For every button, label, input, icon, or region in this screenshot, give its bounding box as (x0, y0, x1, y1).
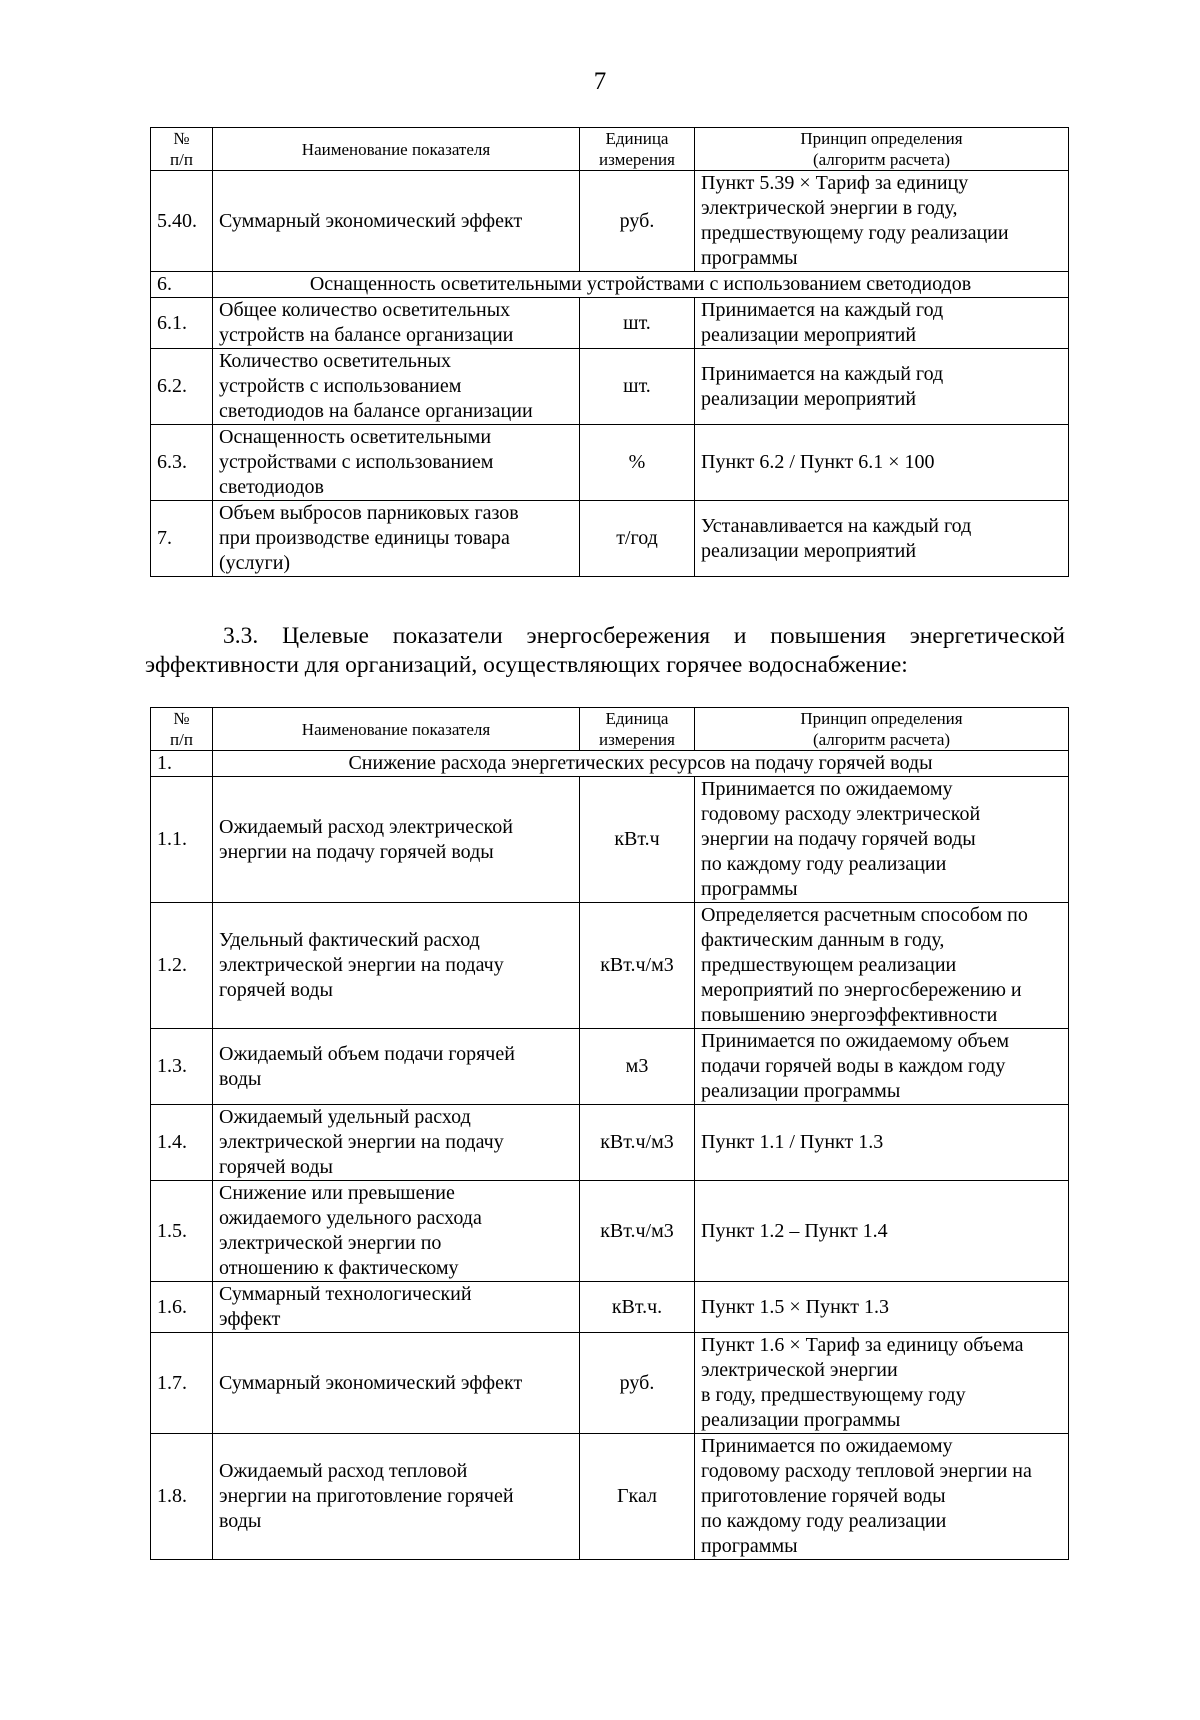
table-row (151, 1333, 1069, 1434)
principle-line: программы (701, 878, 798, 900)
indicator-name-line: при производстве единицы товара (219, 527, 510, 549)
principle-line: мероприятий по энергосбережению и (701, 979, 1022, 1001)
calculation-principle (695, 1105, 1069, 1181)
table-row (151, 1105, 1069, 1181)
header-principle (695, 128, 1069, 171)
header-num-line: п/п (170, 730, 193, 749)
indicator-name-line: Ожидаемый объем подачи горячей (219, 1042, 515, 1065)
section-row (151, 272, 1069, 298)
calculation-principle (695, 903, 1069, 1029)
indicators-table-2 (150, 707, 1069, 1560)
indicator-name-line: энергии на подачу горячей воды (219, 840, 494, 863)
table-row (151, 298, 1069, 349)
principle-line: Пункт 1.6 × Тариф за единицу объема (701, 1334, 1024, 1356)
header-name: Наименование показателя (213, 708, 580, 751)
indicator-name-line: Оснащенность осветительными (219, 426, 492, 448)
principle-line: Пункт 5.39 × Тариф за единицу (701, 172, 969, 194)
unit-of-measure: Гкал (580, 1434, 695, 1560)
principle-line: Принимается на каждый год (701, 362, 944, 385)
principle-line: реализации мероприятий (701, 539, 917, 562)
principle-line: Пункт 1.2 – Пункт 1.4 (701, 1219, 888, 1242)
unit-of-measure: кВт.ч (580, 777, 695, 903)
calculation-principle (695, 1029, 1069, 1105)
unit-of-measure: кВт.ч/м3 (580, 1181, 695, 1282)
principle-line: Пункт 1.1 / Пункт 1.3 (701, 1131, 884, 1153)
indicator-name-line: воды (219, 1067, 262, 1090)
principle-line: программы (701, 1535, 798, 1557)
header-num-line: п/п (170, 150, 193, 169)
header-principle-line: Принцип определения (800, 129, 963, 148)
table-row (151, 903, 1069, 1029)
unit-of-measure: кВт.ч/м3 (580, 903, 695, 1029)
indicator-name-line: устройствами с использованием (219, 451, 494, 473)
indicator-name-line: воды (219, 1510, 262, 1532)
calculation-principle (695, 171, 1069, 272)
indicator-name-line: горячей воды (219, 979, 333, 1001)
indicator-name (213, 1105, 580, 1181)
principle-line: годовому расходу электрической (701, 803, 981, 825)
header-unit-line: измерения (599, 730, 675, 749)
calculation-principle (695, 298, 1069, 349)
indicator-name-line: Ожидаемый расход электрической (219, 815, 513, 838)
calculation-principle (695, 1282, 1069, 1333)
row-number: 1.7. (151, 1333, 213, 1434)
principle-line: электрической энергии (701, 1359, 898, 1381)
indicator-name (213, 298, 580, 349)
principle-line: повышению энергоэффективности (701, 1004, 998, 1026)
calculation-principle (695, 777, 1069, 903)
indicator-name-line: Ожидаемый расход тепловой (219, 1460, 468, 1482)
principle-line: реализации программы (701, 1409, 901, 1431)
row-number: 1.8. (151, 1434, 213, 1560)
row-number: 1.2. (151, 903, 213, 1029)
principle-line: Принимается на каждый год (701, 299, 944, 321)
indicator-name-line: Суммарный технологический (219, 1283, 472, 1305)
indicator-name-line: Суммарный экономический эффект (219, 1371, 523, 1394)
principle-line: предшествующем реализации (701, 954, 957, 976)
calculation-principle (695, 1434, 1069, 1560)
principle-line: в году, предшествующему году (701, 1384, 966, 1406)
section-row (151, 751, 1069, 777)
header-principle-line: (алгоритм расчета) (812, 730, 951, 749)
table-row (151, 171, 1069, 272)
row-number: 6.3. (151, 425, 213, 501)
unit-of-measure: шт. (580, 349, 695, 425)
indicator-name (213, 349, 580, 425)
principle-line: подачи горячей воды в каждом году (701, 1055, 1006, 1077)
header-unit (580, 708, 695, 751)
calculation-principle (695, 349, 1069, 425)
unit-of-measure: т/год (580, 501, 695, 577)
indicator-name-line: светодиодов на балансе организации (219, 400, 533, 422)
table-row (151, 501, 1069, 577)
unit-of-measure: руб. (580, 1333, 695, 1434)
principle-line: реализации мероприятий (701, 324, 917, 346)
principle-line: Принимается по ожидаемому объем (701, 1030, 1010, 1052)
row-number: 1. (151, 751, 213, 777)
header-num (151, 708, 213, 751)
header-principle-line: Принцип определения (800, 709, 963, 728)
calculation-principle (695, 1333, 1069, 1434)
indicator-name (213, 1434, 580, 1560)
indicator-name-line: Удельный фактический расход (219, 929, 480, 951)
row-number: 1.4. (151, 1105, 213, 1181)
row-number: 6. (151, 272, 213, 298)
unit-of-measure: кВт.ч. (580, 1282, 695, 1333)
indicator-name (213, 1333, 580, 1434)
indicator-name-line: электрической энергии на подачу (219, 1131, 504, 1153)
row-number: 1.1. (151, 777, 213, 903)
unit-of-measure: шт. (580, 298, 695, 349)
indicator-name (213, 1282, 580, 1333)
principle-line: Устанавливается на каждый год (701, 514, 972, 537)
indicator-name (213, 777, 580, 903)
header-row (151, 708, 1069, 751)
indicator-name-line: (услуги) (219, 552, 291, 574)
header-num-line: № (173, 709, 190, 728)
principle-line: Пункт 6.2 / Пункт 6.1 × 100 (701, 451, 935, 473)
indicator-name-line: Ожидаемый удельный расход (219, 1106, 471, 1128)
indicator-name-line: горячей воды (219, 1156, 333, 1178)
header-principle-line: (алгоритм расчета) (812, 150, 951, 169)
section-3-3-intro (145, 622, 1065, 680)
indicator-name-line: электрической энергии на подачу (219, 954, 504, 976)
section-title: Оснащенность осветительными устройствами с использованием светодиодов (213, 272, 1069, 298)
page-number: 7 (593, 68, 607, 95)
principle-line: приготовление горячей воды (701, 1485, 946, 1507)
row-number: 1.5. (151, 1181, 213, 1282)
indicator-name-line: эффект (219, 1308, 281, 1330)
indicators-table-1 (150, 127, 1069, 577)
row-number: 5.40. (151, 171, 213, 272)
principle-line: программы (701, 247, 798, 269)
indicator-name-line: энергии на приготовление горячей (219, 1485, 514, 1507)
header-unit (580, 128, 695, 171)
principle-line: предшествующему году реализации (701, 222, 1009, 244)
principle-line: реализации мероприятий (701, 387, 917, 410)
principle-line: годовому расходу тепловой энергии на (701, 1460, 1032, 1482)
indicator-name-line: Снижение или превышение (219, 1182, 455, 1204)
row-number: 6.2. (151, 349, 213, 425)
table-row (151, 1434, 1069, 1560)
unit-of-measure: кВт.ч/м3 (580, 1105, 695, 1181)
row-number: 7. (151, 501, 213, 577)
indicator-name-line: Объем выбросов парниковых газов (219, 502, 519, 524)
principle-line: Определяется расчетным способом по (701, 904, 1028, 926)
table-row (151, 349, 1069, 425)
indicator-name-line: устройств на балансе организации (219, 324, 514, 346)
indicator-name-line: Общее количество осветительных (219, 299, 511, 321)
table-row (151, 1181, 1069, 1282)
calculation-principle (695, 425, 1069, 501)
table-row (151, 777, 1069, 903)
principle-line: фактическим данным в году, (701, 929, 945, 951)
header-unit-line: измерения (599, 150, 675, 169)
indicator-name (213, 1029, 580, 1105)
header-num (151, 128, 213, 171)
indicator-name-line: отношению к фактическому (219, 1257, 459, 1279)
header-row (151, 128, 1069, 171)
header-unit-line: Единица (605, 129, 669, 148)
indicator-name-line: светодиодов (219, 476, 324, 498)
principle-line: Пункт 1.5 × Пункт 1.3 (701, 1295, 889, 1318)
calculation-principle (695, 501, 1069, 577)
header-name: Наименование показателя (213, 128, 580, 171)
principle-line: по каждому году реализации (701, 853, 947, 875)
indicator-name-line: Количество осветительных (219, 350, 452, 372)
principle-line: электрической энергии в году, (701, 197, 958, 219)
indicator-name-line: ожидаемого удельного расхода (219, 1207, 482, 1229)
indicator-name (213, 903, 580, 1029)
row-number: 1.3. (151, 1029, 213, 1105)
table-row (151, 425, 1069, 501)
table-row (151, 1282, 1069, 1333)
principle-line: по каждому году реализации (701, 1510, 947, 1532)
indicator-name-line: Суммарный экономический эффект (219, 209, 523, 232)
header-num-line: № (173, 129, 190, 148)
unit-of-measure: м3 (580, 1029, 695, 1105)
section-title: Снижение расхода энергетических ресурсов на подачу горячей воды (213, 751, 1069, 777)
header-principle (695, 708, 1069, 751)
indicator-name (213, 425, 580, 501)
calculation-principle (695, 1181, 1069, 1282)
indicator-name (213, 1181, 580, 1282)
row-number: 1.6. (151, 1282, 213, 1333)
indicator-name-line: устройств с использованием (219, 375, 462, 397)
principle-line: Принимается по ожидаемому (701, 1435, 953, 1457)
intro-line-1: 3.3. Целевые показатели энергосбережения и повышения энергетической (223, 623, 1065, 649)
unit-of-measure: % (580, 425, 695, 501)
header-unit-line: Единица (605, 709, 669, 728)
table-row (151, 1029, 1069, 1105)
indicator-name (213, 501, 580, 577)
indicator-name-line: электрической энергии по (219, 1232, 442, 1254)
indicator-name (213, 171, 580, 272)
unit-of-measure: руб. (580, 171, 695, 272)
principle-line: энергии на подачу горячей воды (701, 828, 976, 850)
principle-line: реализации программы (701, 1080, 901, 1102)
intro-line-2: эффективности для организаций, осуществляющих горячее водоснабжение: (145, 652, 908, 678)
row-number: 6.1. (151, 298, 213, 349)
principle-line: Принимается по ожидаемому (701, 778, 953, 800)
